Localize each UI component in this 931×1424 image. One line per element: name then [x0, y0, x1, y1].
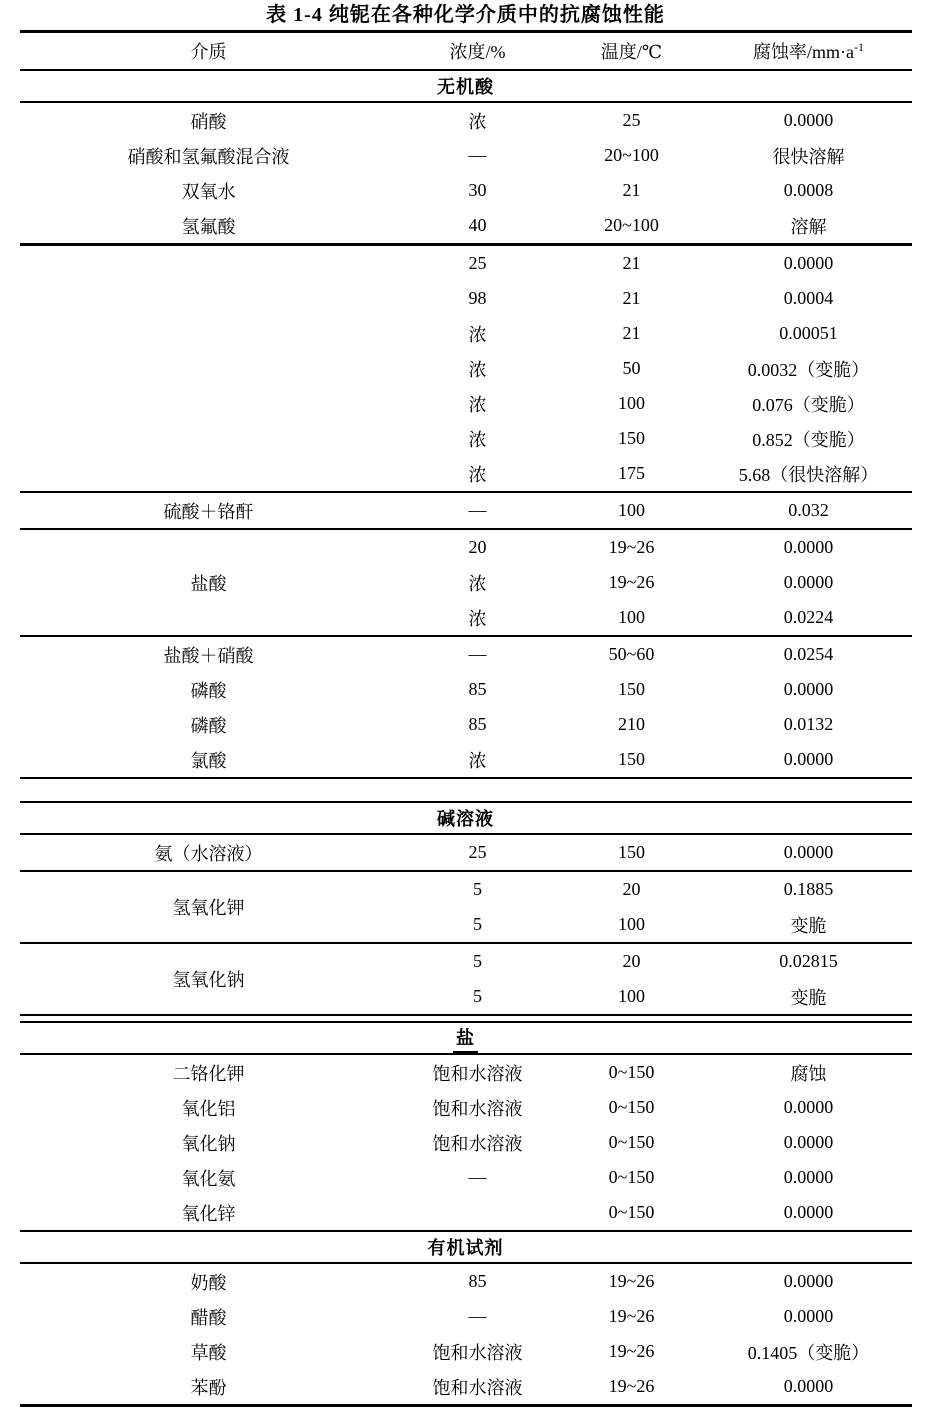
- cell-rate: 0.02815: [779, 951, 838, 971]
- col-header-concentration: 浓度/%: [449, 42, 506, 62]
- table-row: [398, 565, 912, 600]
- cell-concentration: 饱和水溶液: [432, 1098, 523, 1119]
- table-row: [398, 907, 912, 942]
- cell-concentration: 饱和水溶液: [432, 1377, 523, 1398]
- cell-rate: 0.0000: [783, 749, 834, 769]
- table-row: [20, 1369, 912, 1404]
- cell-rate: 0.1405（变脆）: [747, 1342, 870, 1363]
- table-row: [20, 742, 912, 777]
- cell-rate: 变脆: [790, 987, 827, 1008]
- cell-temperature: 19~26: [608, 1306, 655, 1326]
- cell-temperature: 210: [618, 714, 645, 734]
- table-header-row: [20, 33, 912, 69]
- table-row: [398, 530, 912, 565]
- cell-concentration: 25: [468, 253, 487, 273]
- cell-temperature: 100: [618, 607, 645, 627]
- cell-temperature: 50: [622, 358, 641, 378]
- cell-concentration: —: [468, 145, 487, 165]
- group-rows: [398, 944, 912, 1014]
- group-rows: [398, 246, 912, 491]
- cell-medium: 奶酸: [190, 1272, 227, 1293]
- cell-rate: 0.0000: [783, 1202, 834, 1222]
- table-row: [20, 493, 912, 528]
- cell-rate: 溶解: [790, 216, 827, 237]
- rate-unit-base: 腐蚀率/mm·a: [753, 42, 854, 62]
- cell-concentration: 5: [473, 914, 482, 934]
- cell-temperature: 20: [622, 879, 641, 899]
- table-row: [20, 1160, 912, 1195]
- cell-rate: 0.0132: [783, 714, 834, 734]
- table-row: [20, 1090, 912, 1125]
- cell-rate: 0.0000: [783, 679, 834, 699]
- cell-temperature: 0~150: [608, 1132, 655, 1152]
- cell-medium: 氯酸: [190, 750, 227, 771]
- section-header-label: 盐: [453, 1024, 478, 1053]
- cell-temperature: 20~100: [604, 145, 659, 165]
- section-header: [20, 71, 912, 101]
- cell-concentration: 浓: [468, 429, 487, 450]
- table-row: [398, 246, 912, 281]
- cell-rate: 0.0000: [783, 110, 834, 130]
- cell-rate: 0.0000: [783, 572, 834, 592]
- section-header: [20, 1023, 912, 1053]
- cell-medium: 氧化钠: [181, 1133, 236, 1154]
- row-group: [20, 530, 912, 635]
- row-group: [20, 872, 912, 942]
- cell-concentration: 浓: [468, 111, 487, 132]
- table-row: [398, 872, 912, 907]
- col-header-rate: [706, 38, 912, 64]
- cell-medium: 苯酚: [190, 1377, 227, 1398]
- cell-rate: 变脆: [790, 915, 827, 936]
- cell-temperature: 150: [618, 842, 645, 862]
- col-header-temperature: 温度/℃: [600, 42, 663, 62]
- cell-concentration: 饱和水溶液: [432, 1133, 523, 1154]
- cell-rate: 0.852（变脆）: [752, 429, 865, 450]
- cell-rate: 0.1885: [783, 879, 834, 899]
- table-row: [398, 944, 912, 979]
- cell-concentration: 浓: [468, 359, 487, 380]
- cell-rate: 0.0008: [783, 180, 834, 200]
- cell-concentration: 40: [468, 215, 487, 235]
- cell-medium: 氨（水溶液）: [154, 843, 263, 864]
- cell-concentration: 饱和水溶液: [432, 1063, 523, 1084]
- table-row: [20, 1125, 912, 1160]
- table-row: [20, 103, 912, 138]
- row-group: [20, 246, 912, 491]
- cell-rate: 0.0000: [783, 1132, 834, 1152]
- cell-temperature: 150: [618, 679, 645, 699]
- section-header-label: 有机试剂: [427, 1238, 504, 1258]
- table-row: [20, 835, 912, 870]
- cell-rate: 0.0000: [783, 842, 834, 862]
- cell-temperature: 21: [622, 253, 641, 273]
- section-gap: [20, 779, 912, 801]
- table-title: 表 1-4 纯铌在各种化学介质中的抗腐蚀性能: [266, 4, 665, 26]
- cell-temperature: 0~150: [608, 1062, 655, 1082]
- cell-medium: 二铬化钾: [172, 1063, 245, 1084]
- table-row: [20, 208, 912, 243]
- cell-concentration: 85: [468, 714, 487, 734]
- cell-concentration: 浓: [468, 394, 487, 415]
- table-row: [398, 281, 912, 316]
- cell-medium: 氧化氨: [181, 1168, 236, 1189]
- cell-concentration: 25: [468, 842, 487, 862]
- table-body: [20, 71, 912, 1407]
- row-group: [20, 944, 912, 1014]
- cell-temperature: 20~100: [604, 215, 659, 235]
- section-header: [20, 1232, 912, 1262]
- section-header-label: 无机酸: [437, 77, 494, 97]
- cell-temperature: 19~26: [608, 1376, 655, 1396]
- cell-medium: 氢氟酸: [181, 216, 236, 237]
- cell-rate: 0.0000: [783, 1306, 834, 1326]
- group-label: 氢氧化钠: [172, 970, 245, 990]
- table-row: [398, 600, 912, 635]
- table-row: [398, 421, 912, 456]
- cell-rate: 0.0224: [783, 607, 834, 627]
- cell-rate: 0.0000: [783, 1271, 834, 1291]
- cell-concentration: 浓: [468, 573, 487, 594]
- cell-concentration: 20: [468, 537, 487, 557]
- cell-temperature: 0~150: [608, 1202, 655, 1222]
- cell-temperature: 150: [618, 749, 645, 769]
- cell-rate: 5.68（很快溶解）: [738, 464, 879, 485]
- cell-rate: 0.0032（变脆）: [747, 359, 870, 380]
- section-header-label: 碱溶液: [437, 809, 494, 829]
- cell-concentration: 5: [473, 879, 482, 899]
- cell-temperature: 21: [622, 323, 641, 343]
- cell-temperature: 100: [618, 500, 645, 520]
- col-header-medium: 介质: [190, 42, 227, 62]
- cell-concentration: 浓: [468, 750, 487, 771]
- table-row: [20, 672, 912, 707]
- table-row: [20, 1299, 912, 1334]
- cell-medium: 草酸: [190, 1342, 227, 1363]
- cell-concentration: 浓: [468, 464, 487, 485]
- corrosion-table: [20, 30, 912, 1407]
- cell-temperature: 21: [622, 288, 641, 308]
- table-row: [398, 456, 912, 491]
- cell-rate: 腐蚀: [790, 1063, 827, 1084]
- cell-medium: 磷酸: [190, 715, 227, 736]
- cell-medium: 硫酸＋铬酐: [163, 501, 254, 522]
- cell-medium: 硝酸: [190, 111, 227, 132]
- cell-concentration: 浓: [468, 608, 487, 629]
- table-row: [398, 316, 912, 351]
- table-row: [20, 1055, 912, 1090]
- group-rows: [398, 872, 912, 942]
- cell-medium: 醋酸: [190, 1307, 227, 1328]
- cell-temperature: 19~26: [608, 1271, 655, 1291]
- rate-unit-exponent: -1: [854, 40, 864, 54]
- cell-medium: 氧化锌: [181, 1203, 236, 1224]
- cell-rate: 0.032: [788, 500, 829, 520]
- cell-temperature: 50~60: [608, 644, 655, 664]
- group-label: 氢氧化钾: [172, 898, 245, 918]
- cell-temperature: 0~150: [608, 1097, 655, 1117]
- cell-concentration: —: [468, 500, 487, 520]
- table-row: [398, 351, 912, 386]
- cell-temperature: 19~26: [608, 537, 655, 557]
- cell-rate: 0.0254: [783, 644, 834, 664]
- cell-rate: 0.076（变脆）: [752, 394, 865, 415]
- cell-rate: 0.0000: [783, 253, 834, 273]
- cell-rate: 0.0000: [783, 1376, 834, 1396]
- cell-medium: 盐酸＋硝酸: [163, 645, 254, 666]
- cell-temperature: 0~150: [608, 1167, 655, 1187]
- cell-temperature: 100: [618, 393, 645, 413]
- cell-rate: 0.00051: [779, 323, 838, 343]
- cell-medium: 氧化铝: [181, 1098, 236, 1119]
- table-row: [20, 637, 912, 672]
- cell-medium: 双氧水: [181, 181, 236, 202]
- table-row: [20, 1264, 912, 1299]
- cell-concentration: 85: [468, 679, 487, 699]
- table-row: [20, 173, 912, 208]
- table-row: [20, 138, 912, 173]
- divider: [20, 1404, 912, 1407]
- cell-temperature: 21: [622, 180, 641, 200]
- cell-concentration: 浓: [468, 324, 487, 345]
- cell-concentration: 5: [473, 986, 482, 1006]
- section-header: [20, 803, 912, 833]
- cell-temperature: 20: [622, 951, 641, 971]
- cell-medium: 硝酸和氢氟酸混合液: [127, 146, 290, 167]
- cell-rate: 0.0000: [783, 1167, 834, 1187]
- cell-concentration: —: [468, 1306, 487, 1326]
- cell-medium: 磷酸: [190, 680, 227, 701]
- table-row: [398, 386, 912, 421]
- cell-temperature: 19~26: [608, 572, 655, 592]
- cell-temperature: 100: [618, 986, 645, 1006]
- cell-concentration: —: [468, 644, 487, 664]
- cell-temperature: 100: [618, 914, 645, 934]
- table-row: [20, 1334, 912, 1369]
- table-row: [20, 707, 912, 742]
- cell-rate: 很快溶解: [772, 146, 845, 167]
- group-label: [20, 246, 398, 491]
- cell-concentration: 5: [473, 951, 482, 971]
- cell-temperature: 25: [622, 110, 641, 130]
- cell-rate: 0.0000: [783, 1097, 834, 1117]
- cell-concentration: —: [468, 1167, 487, 1187]
- cell-concentration: 30: [468, 180, 487, 200]
- cell-rate: 0.0004: [783, 288, 834, 308]
- cell-rate: 0.0000: [783, 537, 834, 557]
- cell-concentration: 98: [468, 288, 487, 308]
- cell-temperature: 19~26: [608, 1341, 655, 1361]
- group-label: 盐酸: [190, 573, 227, 594]
- cell-concentration: 饱和水溶液: [432, 1342, 523, 1363]
- table-row: [398, 979, 912, 1014]
- cell-temperature: 175: [618, 463, 645, 483]
- table-row: [20, 1195, 912, 1230]
- cell-concentration: 85: [468, 1271, 487, 1291]
- group-rows: [398, 530, 912, 635]
- cell-temperature: 150: [618, 428, 645, 448]
